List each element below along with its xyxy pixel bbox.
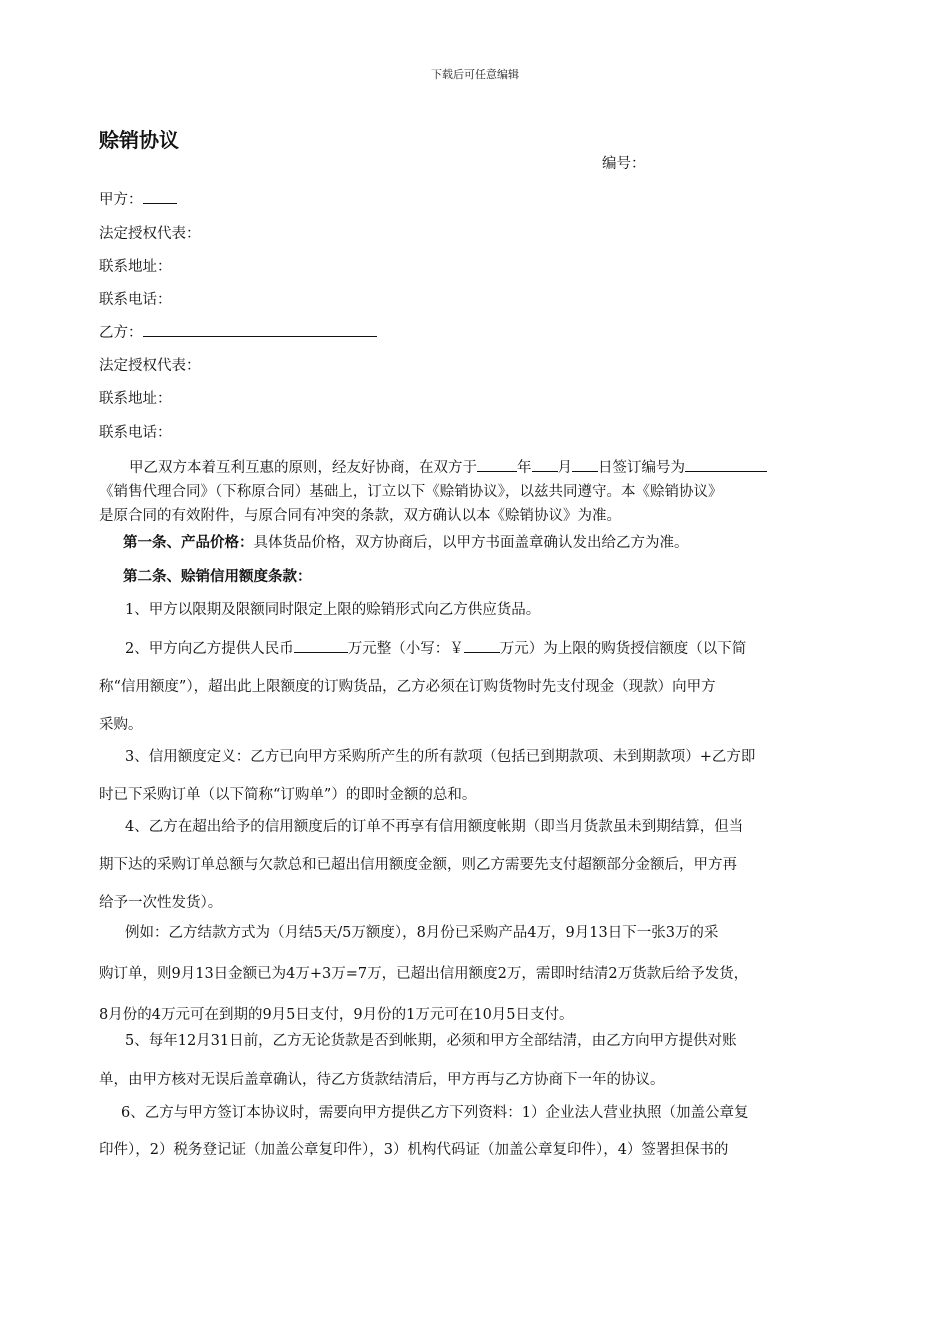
article-1 <box>99 531 875 552</box>
clause-2-row-3: 采购。 <box>99 717 143 733</box>
party-b-address: 联系地址： <box>99 391 172 407</box>
document-title: 赊销协议 <box>99 128 179 152</box>
party-a-line <box>99 188 177 209</box>
intro-row-1 <box>99 456 851 480</box>
clause-6 <box>99 1095 851 1169</box>
clause-6-row-1: 6、乙方与甲方签订本协议时，需要向甲方提供乙方下列资料：1）企业法人营业执照（加盖公章复 <box>121 1105 749 1121</box>
example-row-1: 例如：乙方结款方式为（月结5天/5万额度），8月份已采购产品4万，9月13日下一张3万的采 <box>125 925 719 941</box>
intro-month-label: 月 <box>557 460 572 476</box>
party-b-line <box>99 321 377 342</box>
clause-4-row-2: 期下达的采购订单总额与欠款总和已超出信用额度金额，则乙方需要先支付超额部分金额后，甲方再 <box>99 857 737 873</box>
intro-text-1: 甲乙双方本着互利互惠的原则，经友好协商，在双方于 <box>129 460 477 476</box>
party-a-label: 甲方： <box>99 192 143 208</box>
year-blank <box>477 457 517 472</box>
contract-number-label: 编号： <box>602 156 646 172</box>
clause-2-text-a: 2、甲方向乙方提供人民币 <box>125 641 294 657</box>
party-b-rep: 法定授权代表： <box>99 358 201 374</box>
example-paragraph <box>99 913 851 1036</box>
clause-5-row-1: 5、每年12月31日前，乙方无论货款是否到帐期，必须和甲方全部结清，由乙方向甲方提供对账 <box>125 1033 737 1049</box>
clause-4-row-1: 4、乙方在超出给予的信用额度后的订单不再享有信用额度帐期（即当月货款虽未到期结算，但当 <box>125 819 744 835</box>
intro-paragraph <box>99 456 851 528</box>
amount-blank <box>294 638 348 653</box>
article-1-heading: 第一条、产品价格： <box>123 534 254 551</box>
party-a-address: 联系地址： <box>99 259 172 275</box>
clause-2-text-c: 万元）为上限的购货授信额度（以下简 <box>499 641 747 657</box>
clause-5 <box>99 1022 851 1100</box>
header-note: 下载后可任意编辑 <box>431 68 519 81</box>
intro-row-3: 是原合同的有效附件，与原合同有冲突的条款，双方确认以本《赊销协议》为准。 <box>99 508 621 524</box>
clause-3-row-2: 时已下采购订单（以下简称“订购单”）的即时金额的总和。 <box>99 787 477 803</box>
party-a-blank <box>143 189 177 204</box>
clause-4-row-3: 给予一次性发货）。 <box>99 895 223 911</box>
party-b-blank <box>143 322 377 337</box>
party-a-rep: 法定授权代表： <box>99 226 201 242</box>
day-blank <box>572 457 598 472</box>
clause-3 <box>99 738 851 814</box>
amount-small-blank <box>464 638 500 653</box>
clause-1: 1、甲方以限期及限额同时限定上限的赊销形式向乙方供应货品。 <box>125 602 541 618</box>
intro-row-2: 《销售代理合同》（下称原合同）基础上，订立以下《赊销协议》，以兹共同遵守。本《赊销协议》 <box>99 484 723 500</box>
clause-6-row-2: 印件），2）税务登记证（加盖公章复印件），3）机构代码证（加盖公章复印件），4）签署担保书的 <box>99 1142 729 1158</box>
party-b-phone: 联系电话： <box>99 425 172 441</box>
intro-text-2: 日签订编号为 <box>598 460 685 476</box>
clause-4 <box>99 808 851 922</box>
clause-2-row-2: 称“信用额度”），超出此上限额度的订购货品，乙方必须在订购货物时先支付现金（现款）向甲方 <box>99 679 716 695</box>
party-b-label: 乙方： <box>99 325 143 341</box>
example-row-3: 8月份的4万元可在到期的9月5日支付，9月份的1万元可在10月5日支付。 <box>99 1007 574 1023</box>
intro-year-label: 年 <box>517 460 532 476</box>
clause-5-row-2: 单，由甲方核对无误后盖章确认，待乙方货款结清后，甲方再与乙方协商下一年的协议。 <box>99 1072 665 1088</box>
clause-2-row-1 <box>99 630 851 668</box>
article-2-heading: 第二条、赊销信用额度条款： <box>123 568 312 585</box>
month-blank <box>532 457 558 472</box>
party-a-phone: 联系电话： <box>99 292 172 308</box>
article-1-text: 具体货品价格，双方协商后，以甲方书面盖章确认发出给乙方为准。 <box>253 535 689 551</box>
clause-3-row-1: 3、信用额度定义：乙方已向甲方采购所产生的所有款项（包括已到期款项、未到期款项）+乙方即 <box>125 749 756 765</box>
example-row-2: 购订单，则9月13日金额已为4万+3万=7万，已超出信用额度2万，需即时结清2万货款后给予发货， <box>99 966 749 982</box>
clause-2-text-b: 万元整（小写：￥ <box>347 641 464 657</box>
clause-2 <box>99 630 851 744</box>
contract-number-blank <box>685 457 767 472</box>
